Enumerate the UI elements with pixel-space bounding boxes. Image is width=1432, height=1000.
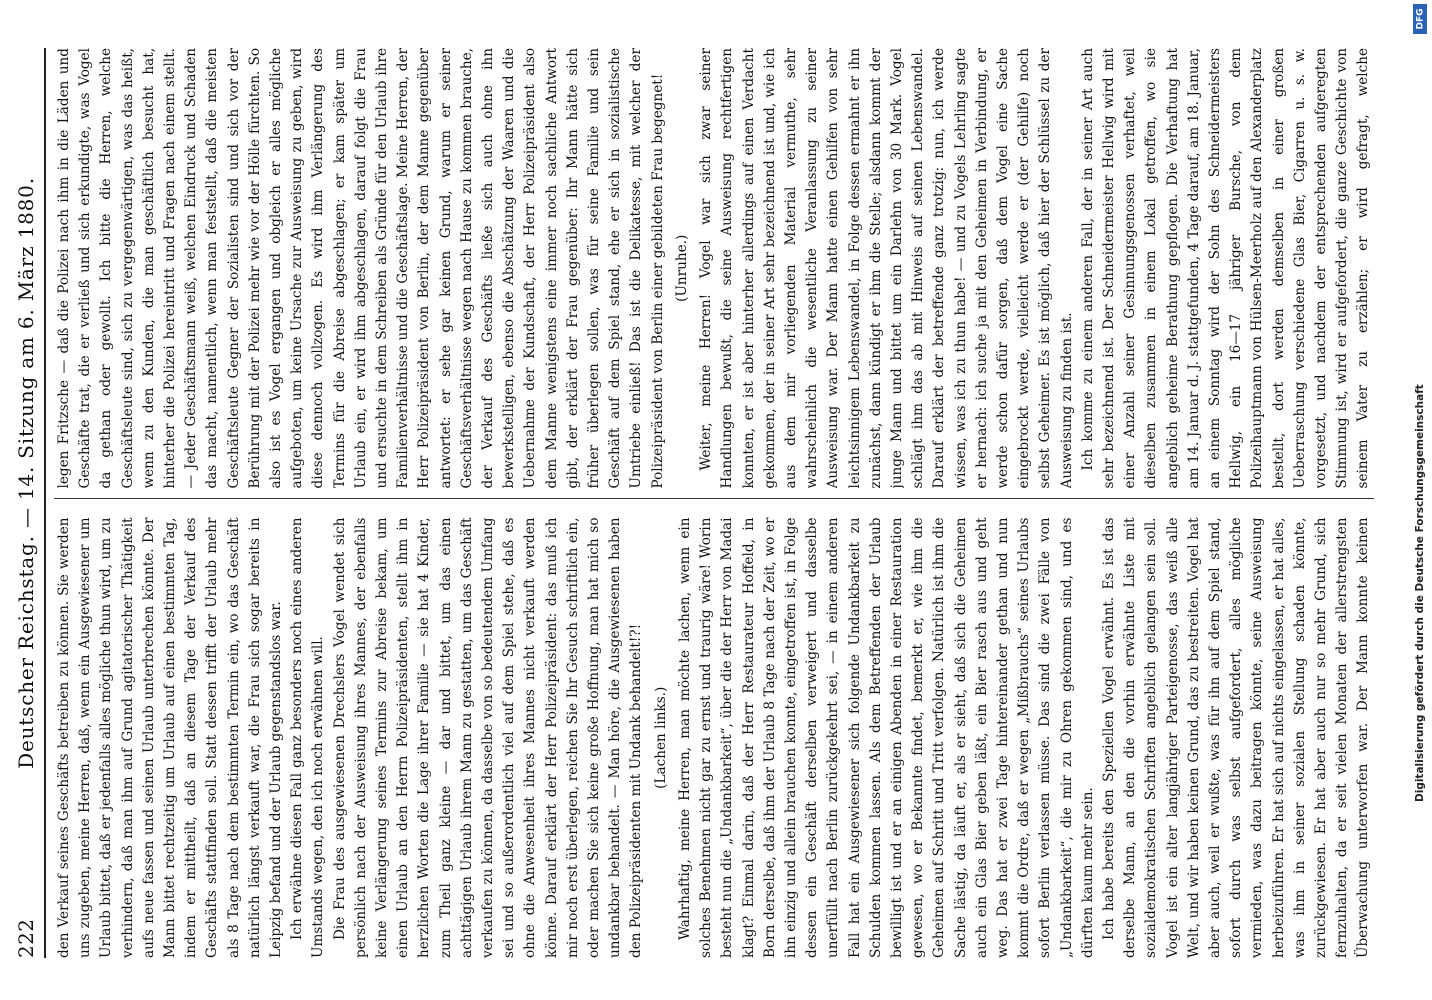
left-column: [54, 517, 1374, 958]
paragraph: Ich erwähne diesen Fall ganz besonders noch eines anderen Umstands wegen, den ich noch erwähnen will.: [289, 517, 327, 958]
dfg-logo-text: DFG: [1415, 8, 1426, 30]
paragraph: Weiter, meine Herren! Vogel war sich zwar seiner Handlungen bewußt, die seine Ausweisung rechtfertigen konnten, er ist aber hinterher allerdings auf einen Verdacht gekommen, der in seiner Art sehr bezeichnend ist und, wie ich aus dem mir vorliegenden Material vermuthe, sehr wahrscheinlich die wesentliche Veranlassung zu seiner Ausweisung war. Der Mann hatte einen Gehilfen von sehr leichtsinnigem Lebenswandel, in Folge dessen ermahnt er ihn zunächst, dann kündigt er ihm die Stelle; alsdann kommt der junge Mann und bittet um ein Darlehn von 30 Mark. Vogel schlägt ihm das ab mit Hinweis auf seinen Lebenswandel. Darauf erklärt der betreffende ganz trotzig: nun, ich werde wissen, was ich zu thun habe! — und zu Vogels Lehrling sagte er hernach: ich suche ja mit den Geheimen in Verbindung, er werde schon dafür sorgen, daß dem Vogel eine Sache eingebrockt werde, vielleicht werde er (der Gehilfe) noch selbst Geheimer. Es ist möglich, daß hier der Schlüssel zu der Ausweisung zu finden ist.: [698, 47, 1075, 489]
header-rule: [44, 48, 46, 958]
paragraph: Wahrhaftig, meine Herren, man möchte lachen, wenn ein solches Benehmen nicht gar zu ernst und traurig wäre! Worin besteht nun die „Undankbarkeit“, über die der Herr von Madai klagt? Einmal darin, daß der Herr Restaurateur Hoffeld, in Born derselbe, daß ihm der Urlaub 8 Tage nach der Zeit, wo er ihn einzig und allein brauchen konnte, eingetroffen ist, in Folge dessen ein Geschäft derselben verweigert und dasselbe unerfüllt nach Berlin zurückgekehrt sei, — in einem anderen Fall hat ein Ausgewiesener sich folgende Undankbarkeit zu Schulden kommen lassen. Als dem Betreffenden der Urlaub bewilligt ist und er an einigen Abenden in einer Restauration gewesen, wo er Bekannte findet, bemerkt er, wie ihm die Geheimen auf Schritt und Tritt verfolgen. Natürlich ist ihm die Sache lästig, da läuft er, als er sieht, daß sich die Geheimen auch ein Glas Bier geben läßt, ein Bier rasch aus und geht weg. Das hat er zwei Tage hintereinander gethan und nun kommt die Ordre, daß er wegen „Mißbrauchs“ seines Urlaubs sofort Berlin verlassen müsse. Das sind die zwei Fälle von „Undankbarkeit“, die mir zu Ohren gekommen sind, und es dürften kaum mehr sein.: [676, 517, 1096, 958]
running-head: [14, 48, 40, 958]
paragraph: Die Frau des ausgewiesenen Drechslers Vogel wendet sich persönlich nach der Ausweisung ihres Mannes, der ebenfalls keine Verlängerung seines Termins zur Abreise bekam, um einen Urlaub an den Herrn Polizeipräsidenten, stellt ihm in herzlichen Worten die Lage ihrer Familie — sie hat 4 Kinder, zum Theil ganz kleine — dar und bittet, um das einen achttägigen Urlaub ihrem Mann zu gestatten, um das Geschäft verkaufen zu können, da dasselbe von so bedeutendem Umfang sei und so außerordentlich viel auf dem Spiel stehe, daß es ohne die Anwesenheit ihres Mannes nicht verkauft werden könne. Darauf erklärt der Herr Polizeipräsident: das muß ich mir noch erst überlegen, reichen Sie Ihr Gesuch schriftlich ein, oder machen Sie sich keine große Hoffnung, man hat mich so undankbar behandelt. — Man höre, die Ausgewiesenen haben den Polizeipräsidenten mit Undank behandelt!?!: [331, 517, 645, 958]
column-divider: [54, 499, 1374, 500]
interjection: (Lachen links.): [652, 686, 669, 789]
paragraph: den Verkauf seines Geschäfts betreiben zu können. Sie werden uns zugeben, meine Herren, daß, wenn ein Ausgewiesener um Urlaub bittet, daß er jedenfalls alles mögliche thun wird, um zu verhindern, daß man ihm auf Grund agitatorischer Thätigkeit aufs neue fassen und seinen Urlaub unterbrechen könnte. Der Mann bittet rechtzeitig um Urlaub auf einen bestimmten Tag, indem er mittheilt, daß an diesem Tage der Verkauf des Geschäfts stattfinden soll. Statt dessen trifft der Urlaub mehr als 8 Tage nach dem bestimmten Termin ein, wo das Geschäft natürlich längst verkauft war, die Frau sich sogar bereits in Leipzig befand und der Urlaub gegenstandslos war.: [56, 517, 285, 958]
text-columns: [54, 48, 1374, 958]
digitization-note-text: Digitalisierung gefördert durch die Deutsche Forschungsgemeinschaft: [1414, 384, 1426, 802]
interjection: (Unruhe.): [673, 234, 690, 302]
paragraph: legen Fritzsche — daß die Polizei nach ihm in die Läden und Geschäfte trat, die er verließ und sich erkundigte, was Vogel da gethan oder gewollt. Ich bitte die Herren, welche Geschäftsleute sind, sich zu vergegenwärtigen, was das heißt, wenn zu den Kunden, die man geschäftlich besucht hat, hinterher die Polizei hereintritt und Fragen nach einem stellt. — Jeder Geschäftsmann weiß, welchen Eindruck und Schaden das macht, namentlich, wenn man feststellt, daß die meisten Geschäftsleute Gegner der Sozialisten sind und sich vor der Berührung mit der Polizei mehr wie vor der Hölle fürchten. So also ist es Vogel ergangen und obgleich er alles mögliche aufgeboten, um keine Ursache zur Ausweisung zu geben, wird diese dennoch vollzogen. Es wird ihm Verlängerung des Termins für die Abreise abgeschlagen; er kam später um Urlaub ein, er wird ihm abgeschlagen, darauf folgt die Frau und ersuchte in dem Schreiben als Gründe für den Urlaub ihre Familienverhältnisse und die Geschäftslage. Meine Herren, der Herr Polizeipräsident von Berlin, der dem Manne gegenüber antwortet: er sehe gar keinen Grund, warum er seiner Geschäftsverhältnisse wegen nach Hause zu kommen brauche, der Verkauf des Geschäfts ließe sich auch ohne ihn bewerkstelligen, ebenso die Abschätzung der Waaren und die Uebernahme der Kundschaft, der Herr Polizeipräsident also dem Manne wenigstens eine immer noch sachliche Antwort gibt, der erklärt der Frau gegenüber: Ihr Mann hätte sich früher überlegen sollen, was für seine Familie und sein Geschäft auf dem Spiel stand, ehe er sich in sozialistische Umtriebe einließ! Das ist die Delikatesse, mit welcher der Polizeipräsident von Berlin einer gebildeten Frau begegnet!: [56, 47, 666, 489]
paragraph: Ich komme zu einem anderen Fall, der in seiner Art auch sehr bezeichnend ist. Der Schneidermeister Hellwig wird mit einer Anzahl seiner Gesinnungsgenossen verhaftet, weil dieselben zusammen in einem Lokal getroffen, wo sie angeblich geheime Berathung gepflogen. Die Verhaftung hat am 14. Januar d. J. stattgefunden, 4 Tage darauf, am 18. Januar, an einem Sonntag wird der Sohn des Schneidermeisters Hellwig, ein 16—17 jähriger Bursche, von dem Polizeihauptmann von Hülsen-Meerholz auf den Alexanderplatz bestellt, dort werden demselben in einer großen Ueberraschung verschiedene Glas Bier, Cigarren u. s. w. vorgesetzt, und nachdem der entsprechenden aufgeregten Stimmung ist, wird er aufgefordert, die ganze Geschichte von seinem Vater zu erzählen; er wird gefragt, welche: [1079, 47, 1372, 489]
right-column: [54, 48, 1374, 489]
paragraph: Ich habe bereits den Speziellen Vogel erwähnt. Es ist das derselbe Mann, an den die vorhin erwähnte Liste mit sozialdemokratischen Schriften angeblich gelangen sein soll. Vogel ist ein alter langjähriger Parteigenosse, das weiß alle Welt, und wir haben keinen Grund, das zu bestreiten. Vogel hat aber auch, weil er wußte, was für ihn auf dem Spiel stand, sofort durch was selbst aufgefordert, alles mögliche vermieden, was dazu beitragen könnte, seine Ausweisung herbeizuführen. Er hat sich auf nichts eingelassen, er hat alles, was ihm in seiner sozialen Stellung schaden könnte, zurückgewiesen. Er hat aber auch nur so mehr Grund, sich fernzuhalten, da er seit vielen Monaten der allerstrengsten Überwachung unterworfen war. Der Mann konnte keinen: [1100, 517, 1372, 958]
page-header-title: Deutscher Reichstag. — 14. Sitzung am 6. März 1880.: [14, 177, 38, 769]
page-number: 222: [14, 918, 38, 958]
digitization-note: [1412, 20, 1426, 980]
